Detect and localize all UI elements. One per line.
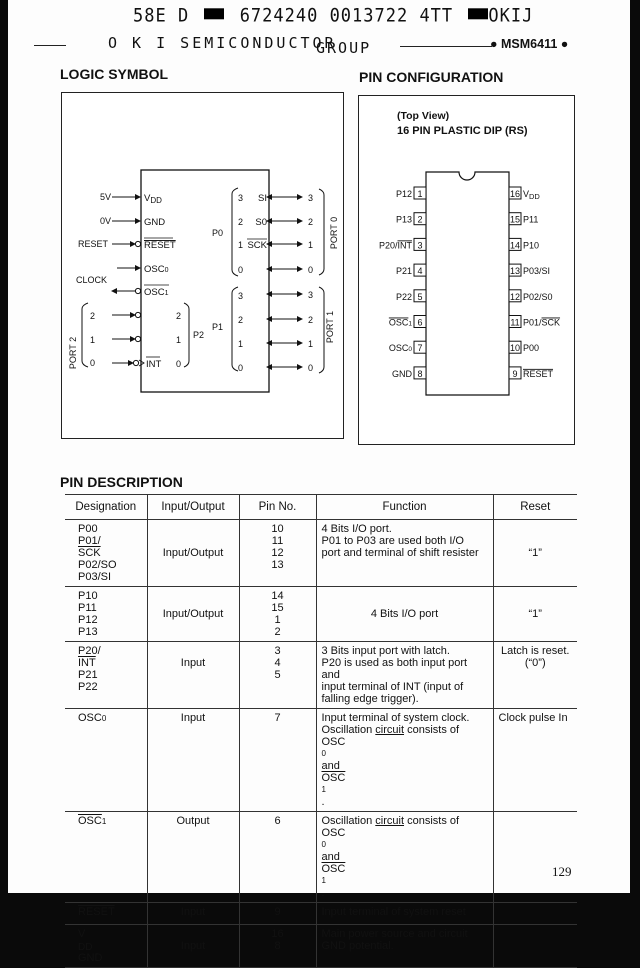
dip-pin: [509, 367, 554, 379]
svg-text:2: 2: [308, 217, 314, 227]
reset-cell: [493, 812, 577, 903]
svg-text:OSC1: OSC1: [144, 287, 169, 298]
dip-pin: [389, 316, 426, 328]
dip-pin: [509, 187, 540, 201]
svg-text:0: 0: [308, 363, 314, 373]
divider: [34, 45, 66, 46]
svg-text:0: 0: [238, 363, 244, 373]
label-0v: 0V: [100, 216, 112, 226]
pin-name: OSC0: [388, 343, 412, 354]
p2-label: P2: [193, 330, 205, 340]
pin-name: P13: [395, 214, 412, 225]
col-pin-no: Pin No.: [239, 495, 316, 520]
black-marker-icon: [204, 8, 224, 19]
divider: [400, 46, 492, 47]
table-row: [65, 812, 577, 903]
pin-no-cell: 7: [239, 709, 316, 812]
designation-cell: P20/ $\overline{INT}$ P21 P22: [65, 642, 147, 709]
io-cell: Input: [147, 925, 239, 968]
table-header-row: [65, 495, 577, 520]
pin-number: 10: [509, 343, 521, 354]
pin-name: P20/INT: [378, 240, 412, 251]
designation-cell: $\overline{OSC}1$: [65, 812, 147, 903]
io-cell: Input/Output: [147, 520, 239, 587]
svg-text:2: 2: [238, 315, 244, 325]
pin-number: 8: [417, 368, 423, 379]
dip-pin: [392, 367, 426, 379]
pin-number: 7: [417, 343, 423, 354]
designation-cell: P10 P11 P12 P13: [65, 587, 147, 642]
function-cell: Oscillation circuit consists of OSC 0 and $\overline{OSC}$ 1 .: [316, 812, 493, 903]
part-number: ● MSM6411 ●: [490, 37, 569, 51]
svg-text:3: 3: [308, 290, 314, 300]
black-marker-icon: [468, 8, 488, 19]
dip-pin: [509, 238, 539, 250]
reset-cell: [493, 903, 577, 925]
datasheet-page: [8, 0, 630, 964]
pin-number: 6: [417, 317, 423, 328]
svg-text:1: 1: [238, 339, 244, 349]
pin-number: 12: [509, 291, 521, 302]
table-row: [65, 587, 577, 642]
pin-no-cell: 14 15 1 2: [239, 587, 316, 642]
dip-pin: [396, 290, 426, 302]
pin-number: 15: [509, 214, 521, 225]
dip-pin: [379, 238, 426, 250]
pin-number: 9: [512, 368, 518, 379]
pin-number: 3: [417, 240, 423, 251]
dip-pin: [509, 316, 560, 328]
io-cell: Output: [147, 812, 239, 903]
pin-no-cell: 6: [239, 812, 316, 903]
reset-cell: Latch is reset. (“0”): [493, 642, 577, 709]
port2-label: PORT 2: [68, 336, 78, 370]
pin-configuration-title: PIN CONFIGURATION: [359, 69, 504, 85]
pin-number: 5: [417, 291, 423, 302]
pin-name: P10: [523, 240, 540, 251]
table-row: [65, 925, 577, 968]
pin-gnd-label: GND: [144, 217, 166, 228]
logic-symbol-title: LOGIC SYMBOL: [60, 66, 169, 82]
svg-text:VDD: $V_{DD}$: [144, 193, 162, 205]
pin-no-cell: 9: [239, 903, 316, 925]
pin-description-table: [65, 494, 577, 968]
port0-group: [212, 188, 339, 276]
svg-text:1: 1: [176, 335, 182, 345]
dip-pin: [396, 187, 426, 199]
dip-pin: [509, 213, 538, 225]
left-pin-column: [379, 187, 426, 379]
col-designation: Designation: [65, 495, 147, 520]
company-group: GROUP: [316, 39, 372, 57]
pin-reset-label: RESET: [144, 240, 176, 251]
pin-number: 2: [417, 214, 423, 225]
pin-name: $V_{DD}$: [523, 189, 540, 201]
svg-text:0: 0: [308, 265, 314, 275]
port2-bit: 1: [90, 335, 96, 345]
svg-text:OSC0: OSC0: [144, 264, 169, 275]
designation-cell: RESET: [65, 903, 147, 925]
pin-name: P00: [523, 343, 540, 354]
p0-label: P0: [212, 228, 224, 238]
svg-text:1: 1: [238, 240, 244, 250]
io-cell: Input: [147, 642, 239, 709]
dip-pin: [396, 264, 426, 276]
p1-label: P1: [212, 322, 224, 332]
svg-text:3: 3: [238, 193, 244, 203]
pin-name: P11: [523, 214, 539, 225]
pin-int-label: INT: [146, 359, 162, 370]
pin-no-cell: 16 8: [239, 925, 316, 968]
pin-number: 16: [509, 189, 521, 199]
function-cell: Main power source and circuit GND potential.: [316, 925, 493, 968]
table-row: [65, 520, 577, 587]
signal-osc0: [117, 264, 169, 275]
function-cell: 4 Bits I/O port. P01 to P03 are used both I/O port and terminal of shift resister: [316, 520, 493, 587]
pin-number: 11: [510, 317, 520, 328]
pin-name: P03/SI: [523, 266, 551, 277]
table-row: [65, 903, 577, 925]
svg-text:2: 2: [308, 315, 314, 325]
function-cell: 3 Bits input port with latch. P20 is used as both input port and input terminal of INT (input of falling edge trigger).: [316, 642, 493, 709]
catalog-code-line: [133, 5, 533, 27]
dip-pin: [509, 264, 550, 276]
pin-si-label: SI: [258, 193, 267, 204]
col-reset: Reset: [493, 495, 577, 520]
reset-cell: Clock pulse In: [493, 709, 577, 812]
pin-so-label: S0: [255, 217, 267, 228]
view-label: (Top View): [397, 110, 450, 122]
pin-configuration-panel: [358, 95, 575, 445]
code-suffix: OKIJ: [488, 5, 534, 27]
pin-no-cell: 3 4 5: [239, 642, 316, 709]
pin-name: P02/S0: [523, 291, 553, 302]
dip-pin: [509, 290, 553, 302]
svg-text:2: 2: [238, 217, 244, 227]
table-row: [65, 709, 577, 812]
reset-cell: “1”: [493, 587, 577, 642]
pin-sck-label: SCK: [247, 240, 267, 251]
port1-label: PORT 1: [325, 310, 335, 344]
port2-group: [68, 303, 204, 370]
col-function: Function: [316, 495, 493, 520]
reset-cell: [493, 925, 577, 968]
function-cell: Input terminal of system reset: [316, 903, 493, 925]
pin-name: P12: [395, 189, 412, 199]
signal-reset: [78, 238, 176, 251]
pin-no-cell: 10 11 12 13: [239, 520, 316, 587]
dip-body: [426, 172, 509, 395]
function-cell: Input terminal of system clock. Oscillation circuit consists of OSC 0 and $\overline{OSC}$ 1 .: [316, 709, 493, 812]
port1-group: [212, 287, 335, 373]
dip-pin: [509, 341, 539, 353]
pin-number: 13: [509, 266, 521, 277]
dip-pin: [396, 213, 426, 225]
svg-text:0: 0: [176, 359, 182, 369]
port0-label: PORT 0: [329, 216, 339, 250]
io-cell: Input: [147, 903, 239, 925]
port2-bit: 0: [90, 358, 96, 368]
pin-name: OSC1: [388, 317, 412, 328]
pin-name: P01/SCK: [523, 317, 561, 328]
pin-name: GND: [392, 368, 412, 379]
label-reset: RESET: [78, 239, 109, 249]
signal-vdd: [100, 192, 162, 205]
svg-text:0: 0: [238, 265, 244, 275]
svg-text:3: 3: [238, 291, 244, 301]
port2-bit: 2: [90, 311, 96, 321]
svg-text:2: 2: [176, 311, 182, 321]
logic-symbol-diagram: [62, 93, 343, 438]
pin-number: 4: [417, 266, 423, 277]
designation-cell: V DD GND: [65, 925, 147, 968]
dip-pin: [389, 341, 426, 353]
signal-gnd: [100, 216, 165, 228]
col-input-output: Input/Output: [147, 495, 239, 520]
reset-cell: “1”: [493, 520, 577, 587]
pin-number: 1: [417, 189, 423, 199]
pin-name: P21: [395, 266, 412, 277]
designation-cell: OSC0: [65, 709, 147, 812]
code-number: 6724240 0013722 4TT: [239, 5, 454, 27]
pin-name: RESET: [523, 368, 554, 379]
signal-osc1: [76, 275, 169, 298]
io-cell: Input: [147, 709, 239, 812]
io-cell: Input/Output: [147, 587, 239, 642]
svg-text:1: 1: [308, 339, 314, 349]
svg-text:1: 1: [308, 240, 314, 250]
page-number: 129: [552, 864, 572, 879]
dip-package-diagram: [359, 96, 574, 444]
right-pin-column: [509, 187, 560, 379]
designation-cell: P00 P01/ $\overline{SCK}$ P02/SO P03/SI: [65, 520, 147, 587]
pin-description-title: PIN DESCRIPTION: [60, 474, 183, 490]
svg-text:3: 3: [308, 193, 314, 203]
logic-symbol-panel: [61, 92, 344, 439]
company-name: O K I SEMICONDUCTOR: [108, 34, 337, 52]
pin-name: P22: [395, 291, 412, 302]
label-clock: CLOCK: [76, 275, 108, 285]
company-header: [8, 34, 630, 56]
code-prefix: 58E D: [133, 5, 190, 27]
package-label: 16 PIN PLASTIC DIP (RS): [397, 125, 528, 137]
function-cell: 4 Bits I/O port: [316, 587, 493, 642]
label-5v: 5V: [100, 192, 112, 202]
table-row: [65, 642, 577, 709]
pin-number: 14: [509, 240, 521, 251]
